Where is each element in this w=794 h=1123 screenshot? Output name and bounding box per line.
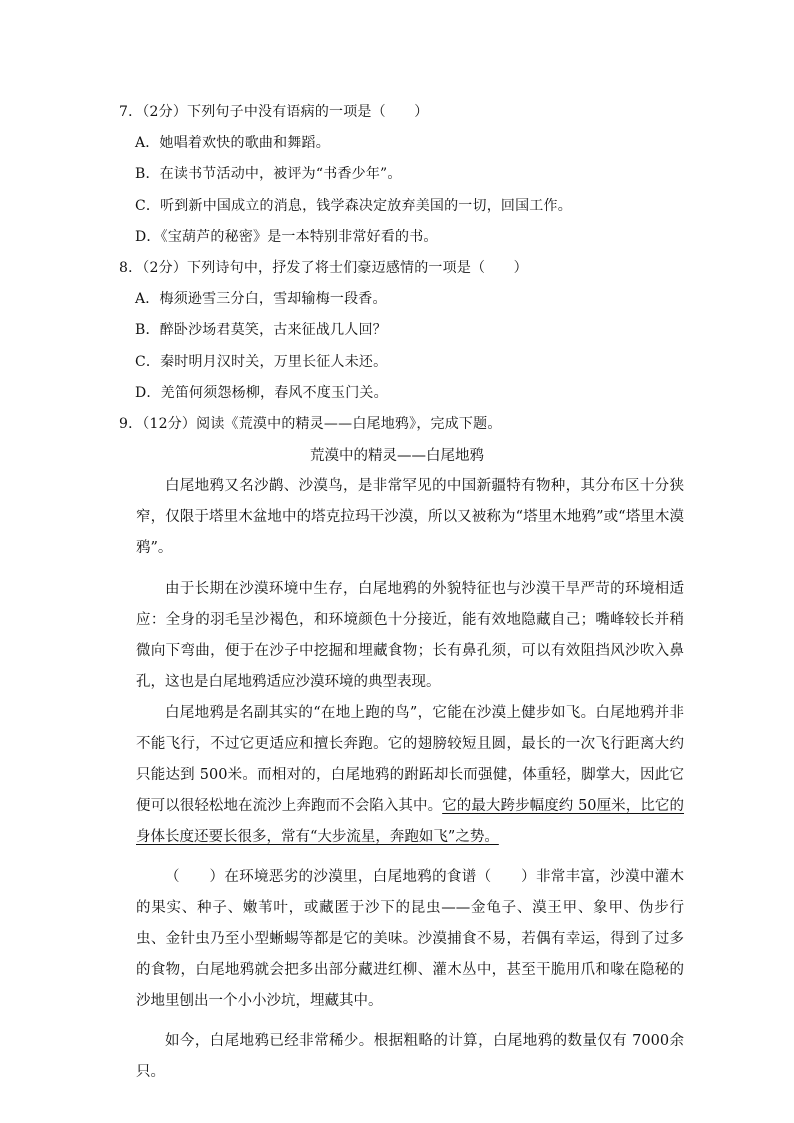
question-7-stem: 7．（2分）下列句子中没有语病的一项是（ ）: [119, 104, 429, 120]
passage-paragraph-1: 白尾地鸦又名沙鹋、沙漠鸟，是非常罕见的中国新疆特有物种，其分布区十分狭窄，仅限于塔里木盆地中的塔克拉玛干沙漠，所以又被称为“塔里木地鸦”或“塔里木漠鸦”。: [136, 478, 684, 556]
question-8-option-d: D．羌笛何须怨杨柳，春风不度玉门关。: [135, 385, 388, 401]
passage-paragraph-4: （ ）在环境恶劣的沙漠里，白尾地鸦的食谱（ ）非常丰富，沙漠中灌木的果实、种子、嫩苇叶，或藏匿于沙下的昆虫——金龟子、漠王甲、象甲、伪步行虫、金针虫乃至小型蜥蜴等都是它的美味。沙漠捕食不易，若偶有幸运，得到了过多的食物，白尾地鸦就会把多出部分藏进红柳、灌木丛中，甚至干脆用爪和喙在隐秘的沙地里刨出一个小小沙坑，埋藏其中。: [136, 869, 684, 1009]
question-8-stem: 8．（2分）下列诗句中，抒发了将士们豪迈感情的一项是（ ）: [119, 260, 528, 276]
passage-paragraph-2: 由于长期在沙漠环境中生存，白尾地鸦的外貌特征也与沙漠干旱严苛的环境相适应：全身的羽毛呈沙褐色，和环境颜色十分接近，能有效地隐藏自己；嘴峰较长并稍微向下弯曲，便于在沙子中挖掘和埋藏食物；长有鼻孔须，可以有效阻挡风沙吹入鼻孔，这也是白尾地鸦适应沙漠环境的典型表现。: [136, 581, 684, 690]
question-9-stem: 9．（12分）阅读《荒漠中的精灵——白尾地鸦》，完成下题。: [119, 416, 502, 432]
passage-title: 荒漠中的精灵——白尾地鸦: [310, 448, 484, 464]
question-8-option-c: C．秦时明月汉时关，万里长征人未还。: [135, 354, 388, 370]
passage-paragraph-3: [136, 698, 684, 853]
question-7-option-b: B．在读书节活动中，被评为“书香少年”。: [135, 166, 402, 182]
question-8-option-b: B．醉卧沙场君莫笑，古来征战几人回？: [135, 322, 387, 338]
passage-body: [136, 471, 684, 1088]
question-7-option-a: A．她唱着欢快的歌曲和舞蹈。: [135, 135, 330, 151]
question-7-option-c: C．听到新中国成立的消息，钱学森决定放弃美国的一切，回国工作。: [135, 198, 572, 214]
passage-paragraph-5: 如今，白尾地鸦已经非常稀少。根据粗略的计算，白尾地鸦的数量仅有 7000余只。: [136, 1033, 684, 1080]
question-8-option-a: A．梅须逊雪三分白，雪却输梅一段香。: [135, 291, 387, 307]
question-7-option-d: D．《宝葫芦的秘密》是一本特别非常好看的书。: [135, 229, 438, 245]
passage-underlined-sentence: 它的最大跨步幅度约 50厘米，比它的身体长度还要长很多，常有“大步流星，奔跑如飞”之势。: [136, 798, 685, 845]
passage-paragraph-3-text: 白尾地鸦是名副其实的“在地上跑的鸟”，它能在沙漠上健步如飞。白尾地鸦并非不能飞行，不过它更适应和擅长奔跑。它的翅膀较短且圆，最长的一次飞行距离大约只能达到 500米。而相对的，白尾地鸦的跗跖却长而强健，体重轻，脚掌大，因此它便可以很轻松地在流沙上奔跑而不会陷入其中。: [136, 705, 684, 814]
